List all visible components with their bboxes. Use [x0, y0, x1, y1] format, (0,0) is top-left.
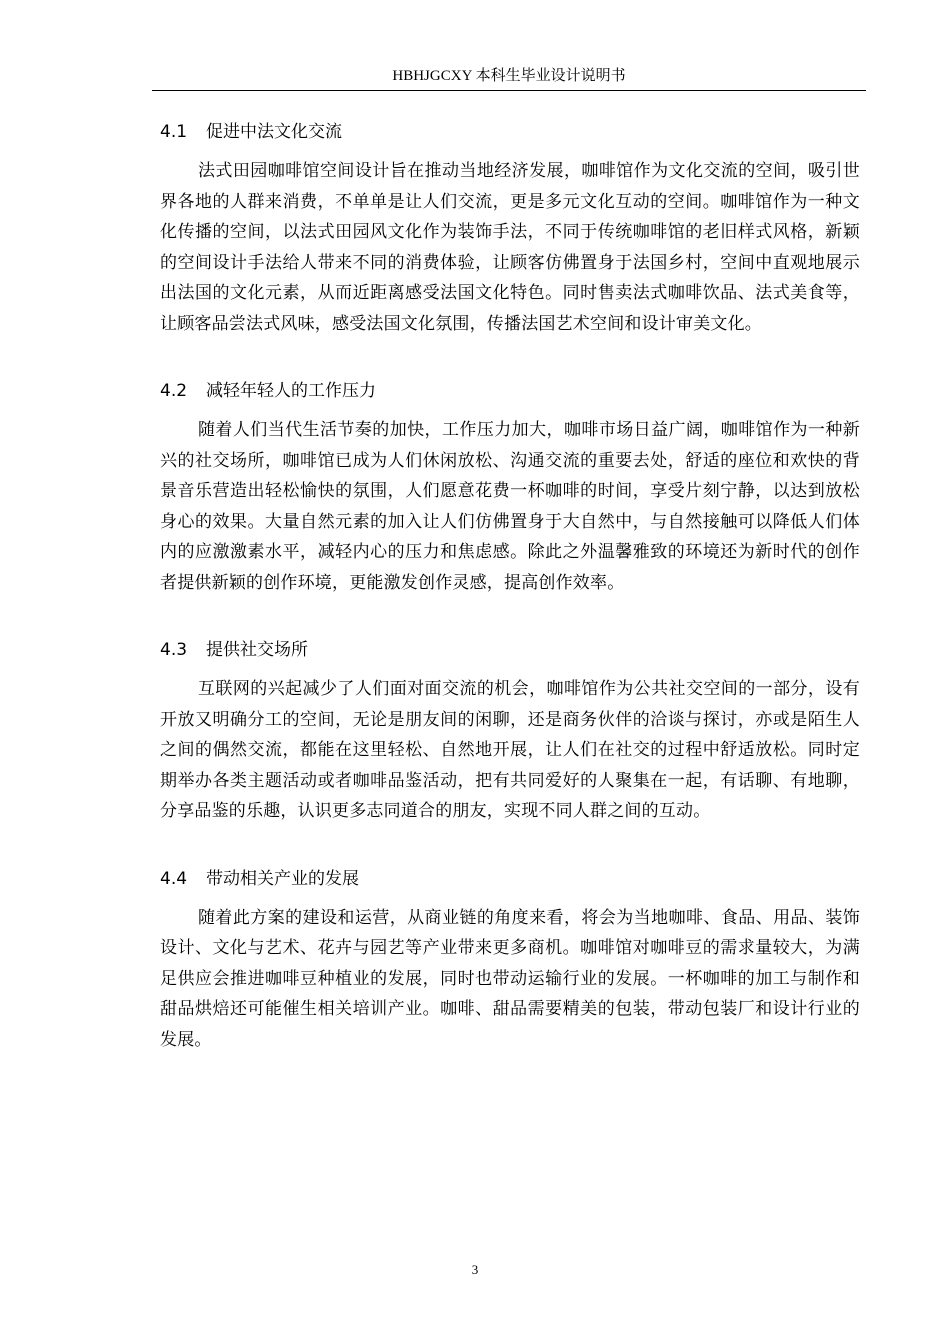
section-title: 带动相关产业的发展 — [206, 868, 359, 889]
header-rule — [152, 90, 866, 91]
section-heading-4-3 — [160, 636, 860, 664]
section-paragraph: 随着人们当代生活节奏的加快，工作压力加大，咖啡市场日益广阔，咖啡馆作为一种新兴的社交场所，咖啡馆已成为人们休闲放松、沟通交流的重要去处，舒适的座位和欢快的背景音乐营造出轻松愉快的氛围，人们愿意花费一杯咖啡的时间，享受片刻宁静，以达到放松身心的效果。大量自然元素的加入让人们仿佛置身于大自然中，与自然接触可以降低人们体内的应激激素水平，减轻内心的压力和焦虑感。除此之外温馨雅致的环境还为新时代的创作者提供新颖的创作环境，更能激发创作灵感，提高创作效率。 — [160, 420, 860, 593]
section-title: 提供社交场所 — [206, 640, 308, 660]
section-title: 减轻年轻人的工作压力 — [206, 381, 376, 401]
section-title: 促进中法文化交流 — [206, 122, 342, 142]
section-heading-4-2 — [160, 377, 860, 405]
section-paragraph: 随着此方案的建设和运营，从商业链的角度来看，将会为当地咖啡、食品、用品、装饰设计、文化与艺术、花卉与园艺等产业带来更多商机。咖啡馆对咖啡豆的需求量较大，为满足供应会推进咖啡豆种植业的发展，同时也带动运输行业的发展。一杯咖啡的加工与制作和甜品烘焙还可能催生相关培训产业。咖啡、甜品需要精美的包装，带动包装厂和设计行业的发展。 — [160, 907, 860, 1050]
section-number: 4.2 — [160, 381, 188, 401]
section-paragraph: 法式田园咖啡馆空间设计旨在推动当地经济发展，咖啡馆作为文化交流的空间，吸引世界各地的人群来消费，不单单是让人们交流，更是多元文化互动的空间。咖啡馆作为一种文化传播的空间，以法式田园风文化作为装饰手法，不同于传统咖啡馆的老旧样式风格，新颖的空间设计手法给人带来不同的消费体验，让顾客仿佛置身于法国乡村，空间中直观地展示出法国的文化元素，从而近距离感受法国文化特色。同时售卖法式咖啡饮品、法式美食等，让顾客品尝法式风味，感受法国文化氛围，传播法国艺术空间和设计审美文化。 — [160, 161, 860, 334]
section-paragraph: 互联网的兴起减少了人们面对面交流的机会，咖啡馆作为公共社交空间的一部分，设有开放又明确分工的空间，无论是朋友间的闲聊，还是商务伙伴的洽谈与探讨，亦或是陌生人之间的偶然交流，都能在这里轻松、自然地开展，让人们在社交的过程中舒适放松。同时定期举办各类主题活动或者咖啡品鉴活动，把有共同爱好的人聚集在一起，有话聊、有地聊，分享品鉴的乐趣，认识更多志同道合的朋友，实现不同人群之间的互动。 — [160, 679, 860, 821]
section-number: 4.1 — [160, 122, 188, 142]
page-body — [160, 110, 860, 1093]
page-header: HBHJGCXY 本科生毕业设计说明书 — [392, 68, 626, 84]
section-number: 4.4 — [160, 868, 188, 889]
section-number: 4.3 — [160, 640, 188, 660]
section-heading-4-4 — [160, 865, 860, 893]
page-number: 3 — [471, 1262, 479, 1277]
section-heading-4-1 — [160, 118, 860, 146]
